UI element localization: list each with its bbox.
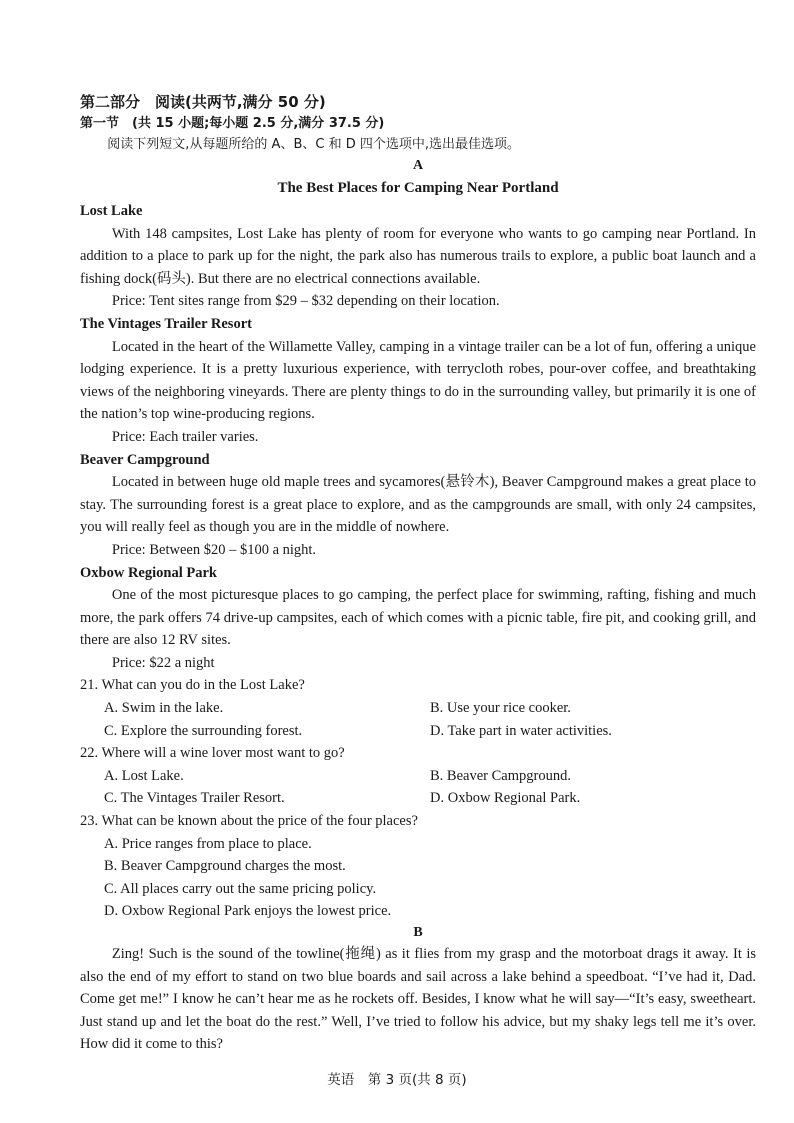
option-c: C. All places carry out the same pricing policy. [104,880,377,897]
option-row [80,787,756,810]
place-price: Price: Tent sites range from $29 – $32 depending on their location. [111,293,500,310]
section-title: 第一节 (共 15 小题;每小题 2.5 分,满分 37.5 分) [80,116,385,131]
option-row [80,720,756,743]
exam-page [80,90,756,1056]
option-d: D. Take part in water activities. [430,722,612,739]
passage-b-text: Zing! Such is the sound of the towline(拖绳) as it flies from my grasp and the motorboat drags it away. It is also the end of my effort to stand on two blue boards and sail across a lake behind a speedboat. “I’ve had it, Dad. Come get me!” I know he can’t hear me as he rockets off. Besides, I know what he will say—“It’s easy, sweetheart. Just stand up and let the boat do the rest.” Well, I’ve tried to follow his advice, but my shaky legs tell me it’s over. How did it come to this? [80,946,756,1053]
option-row [80,697,756,720]
place-name: Oxbow Regional Park [80,564,217,581]
option-a: A. Swim in the lake. [104,700,224,717]
part-title: 第二部分 阅读(共两节,满分 50 分) [80,93,326,111]
place-block [80,449,756,562]
place-description: With 148 campsites, Lost Lake has plenty of room for everyone who wants to go camping near Portland. In addition to a place to park up for the night, the park also has numerous trails to explore, a public boat launch and a fishing dock(码头). But there are no electrical connections available. [80,225,756,287]
place-block [80,200,756,313]
place-price: Price: Each trailer varies. [111,428,259,445]
place-description: Located in the heart of the Willamette Valley, camping in a vintage trailer can be a lot of fun, offering a unique lodging experience. It is a pretty luxurious experience, with terrycloth robes, pour-over coffee, and breathtaking views of the neighboring vineyards. There are plenty things to do in the surrounding valley, but primarily it is one of the nation’s top wine-producing regions. [80,338,756,423]
option-c: C. The Vintages Trailer Resort. [104,790,285,807]
option-row [80,765,756,788]
place-block [80,562,756,675]
page-footer: 英语 第 3 页(共 8 页) [327,1072,467,1088]
place-description: One of the most picturesque places to go camping, the perfect place for swimming, rafting, fishing and much more, the park offers 74 drive-up campsites, each of which comes with a picnic table, fire pit, and cooking grill, and there are also 12 RV sites. [80,587,756,649]
place-price: Price: $22 a night [111,654,215,671]
place-name: Lost Lake [80,203,143,219]
place-price: Price: Between $20 – $100 a night. [111,541,317,558]
question-stem: 22. Where will a wine lover most want to go? [80,745,345,762]
option-c: C. Explore the surrounding forest. [104,722,303,739]
passage-a-title: The Best Places for Camping Near Portland [277,180,559,196]
question-block [80,674,756,742]
place-block [80,313,756,449]
option-b: B. Use your rice cooker. [430,700,571,717]
question-block [80,810,756,923]
question-block [80,742,756,810]
place-description: Located in between huge old maple trees and sycamores(悬铃木), Beaver Campground makes a great place to stay. The surrounding forest is a great place to explore, and as the campgrounds are small, with only 24 campsites, you will really feel as though you are in the middle of nowhere. [80,474,756,536]
question-stem: 23. What can be known about the price of the four places? [80,813,418,830]
passage-a-letter: A [412,158,424,173]
passage-b-letter: B [413,925,423,940]
place-name: Beaver Campground [80,451,210,468]
instruction: 阅读下列短文,从每题所给的 A、B、C 和 D 四个选项中,选出最佳选项。 [107,137,520,152]
option-b: B. Beaver Campground. [430,767,571,784]
place-name: The Vintages Trailer Resort [80,315,252,332]
option-a: A. Price ranges from place to place. [104,835,312,852]
question-stem: 21. What can you do in the Lost Lake? [80,677,305,694]
option-a: A. Lost Lake. [104,767,184,784]
option-d: D. Oxbow Regional Park enjoys the lowest price. [104,903,392,920]
option-b: B. Beaver Campground charges the most. [104,858,346,875]
option-d: D. Oxbow Regional Park. [430,790,581,807]
